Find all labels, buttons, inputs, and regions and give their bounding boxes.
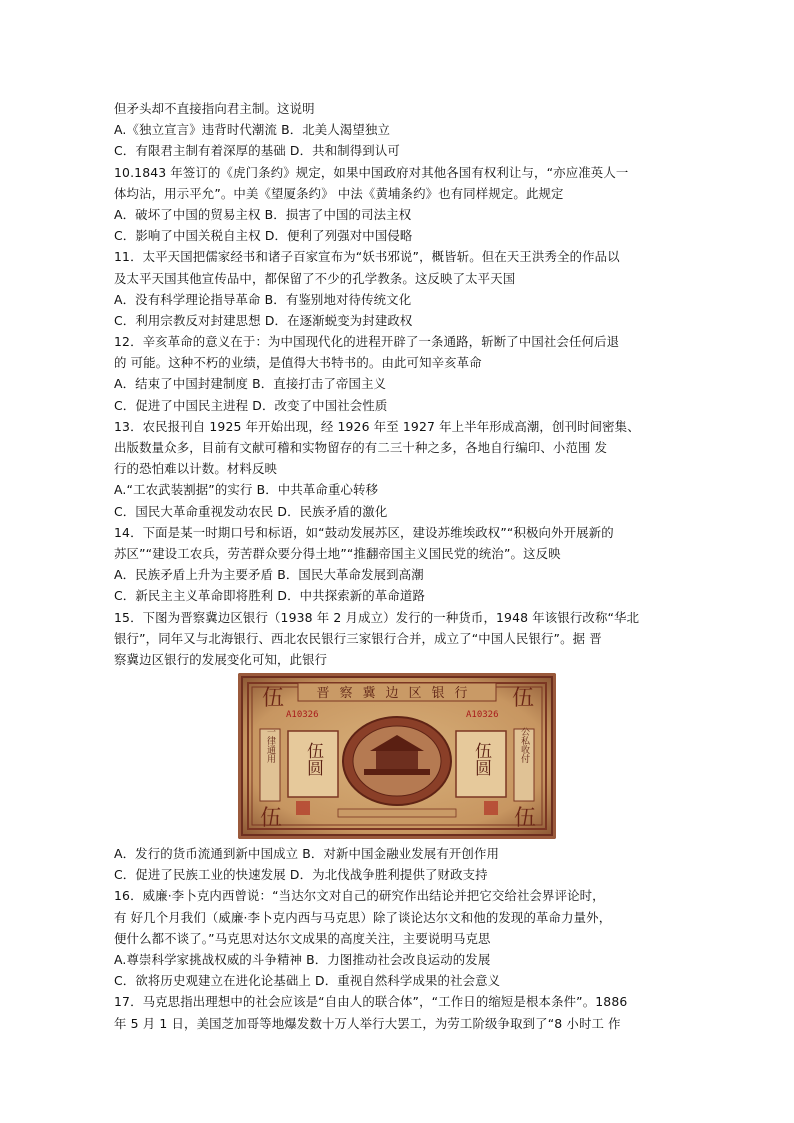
banknote-image <box>238 673 556 839</box>
seal-stamp-left <box>296 801 310 815</box>
question-text-line: A.“工农武装割据”的实行 B．中共革命重心转移 <box>114 482 379 498</box>
question-text-line: 11．太平天国把儒家经书和诸子百家宣布为“妖书邪说”，概皆斩。但在天王洪秀全的作品以 <box>114 249 620 265</box>
question-text-line: 银行”，同年又与北海银行、西北农民银行三家银行合并，成立了“中国人民银行”。据 晋 <box>114 630 602 646</box>
question-text-line: 的 可能。这种不朽的业绩，是值得大书特书的。由此可知辛亥革命 <box>114 355 482 371</box>
corner-char-tr: 伍 <box>512 686 535 712</box>
exam-page <box>114 98 684 1034</box>
seal-stamp-right <box>484 801 498 815</box>
question-text-line: 16．威廉·李卜克内西曾说：“当达尔文对自己的研究作出结论并把它交给社会界评论时， <box>114 888 605 904</box>
question-text-line: 年 5 月 1 日，美国芝加哥等地爆发数十万人举行大罢工，为劳工阶级争取到了“8 小时工 作 <box>114 1015 621 1031</box>
question-text-line: C．促进了中国民主进程 D．改变了中国社会性质 <box>114 397 388 413</box>
question-text-line: C．欲将历史观建立在进化论基础上 D．重视自然科学成果的社会意义 <box>114 973 501 989</box>
question-text-line: A．民族矛盾上升为主要矛盾 B．国民大革命发展到高潮 <box>114 567 424 583</box>
question-text-line: C．新民主主义革命即将胜利 D．中共探索新的革命道路 <box>114 588 426 604</box>
question-text-line: 但矛头却不直接指向君主制。这说明 <box>114 101 315 116</box>
question-text-line: 体均沾，用示平允”。中美《望厦条约》 中法《黄埔条约》也有同样规定。此规定 <box>114 185 564 201</box>
question-text-line: C．影响了中国关税自主权 D．便利了列强对中国侵略 <box>114 228 413 244</box>
question-text-line: A．没有科学理论指导革命 B．有鉴别地对待传统文化 <box>114 291 412 307</box>
question-text-line: 14．下面是某一时期口号和标语，如“鼓动发展苏区，建设苏维埃政权”“积极向外开展新的 <box>114 524 614 540</box>
corner-char-br: 伍 <box>514 806 537 832</box>
serial-left: A10326 <box>286 710 319 721</box>
question-text-line: A.《独立宣言》违背时代潮流 B．北美人渴望独立 <box>114 122 391 138</box>
bank-name-text: 晋察冀边区银行 <box>316 686 478 702</box>
question-text-line: C．有限君主制有着深厚的基础 D．共和制得到认可 <box>114 143 400 159</box>
corner-char-bl: 伍 <box>260 806 283 832</box>
text-block-top <box>114 98 684 670</box>
question-text-line: 有 好几个月我们（威廉·李卜克内西与马克思）除了谈论达尔文和他的发现的革命力量外， <box>114 909 612 925</box>
denomination-left: 伍圆 <box>303 742 323 777</box>
question-text-line: A．结束了中国封建制度 B．直接打击了帝国主义 <box>114 376 387 392</box>
question-text-line: 10.1843 年签订的《虎门条约》规定，如果中国政府对其他各国有权利让与，“亦应准英人一 <box>114 164 629 180</box>
question-text-line: 12．辛亥革命的意义在于：为中国现代化的进程开辟了一条通路，斩断了中国社会任何后退 <box>114 334 620 350</box>
question-text-line: A．破坏了中国的贸易主权 B．损害了中国的司法主权 <box>114 206 412 222</box>
question-text-line: 出版数量众多，目前有文献可稽和实物留存的有二三十种之多，各地自行编印、小范围 发 <box>114 440 608 455</box>
question-text-line: 行的恐怕难以计数。材料反映 <box>114 461 278 477</box>
question-text-line: C．国民大革命重视发动农民 D．民族矛盾的激化 <box>114 503 388 519</box>
question-text-line: A．发行的货币流通到新中国成立 B．对新中国金融业发展有开创作用 <box>114 846 500 862</box>
question-text-line: 便什么都不谈了。”马克思对达尔文成果的高度关注，主要说明马克思 <box>114 930 491 946</box>
side-text-right: 公私收付 <box>519 727 529 764</box>
text-block-bottom <box>114 843 684 1034</box>
question-text-line: A.尊崇科学家挑战权威的斗争精神 B．力图推动社会改良运动的发展 <box>114 952 491 967</box>
corner-char-tl: 伍 <box>262 686 285 712</box>
banknote-figure <box>238 673 556 839</box>
denomination-right: 伍圆 <box>471 742 491 777</box>
question-text-line: C．利用宗教反对封建思想 D．在逐渐蜕变为封建政权 <box>114 312 413 328</box>
side-text-left: 一律通用 <box>265 727 275 764</box>
question-text-line: 及太平天国其他宣传品中，都保留了不少的孔学教条。这反映了太平天国 <box>114 270 516 286</box>
serial-right: A10326 <box>466 710 499 721</box>
question-text-line: 苏区”“建设工农兵，劳苦群众要分得土地”“推翻帝国主义国民党的统治”。这反映 <box>114 545 561 561</box>
question-text-line: 15．下图为晋察冀边区银行（1938 年 2 月成立）发行的一种货币，1948 年该银行改称“华北 <box>114 609 640 625</box>
question-text-line: 13．农民报刊自 1925 年开始出现，经 1926 年至 1927 年上半年形成高潮，创刊时间密集、 <box>114 418 640 434</box>
question-text-line: C．促进了民族工业的快速发展 D．为北伐战争胜利提供了财政支持 <box>114 867 488 883</box>
question-text-line: 察冀边区银行的发展变化可知，此银行 <box>114 651 328 667</box>
question-text-line: 17．马克思指出理想中的社会应该是“自由人的联合体”，“工作日的缩短是根本条件”。1886 <box>114 994 628 1010</box>
